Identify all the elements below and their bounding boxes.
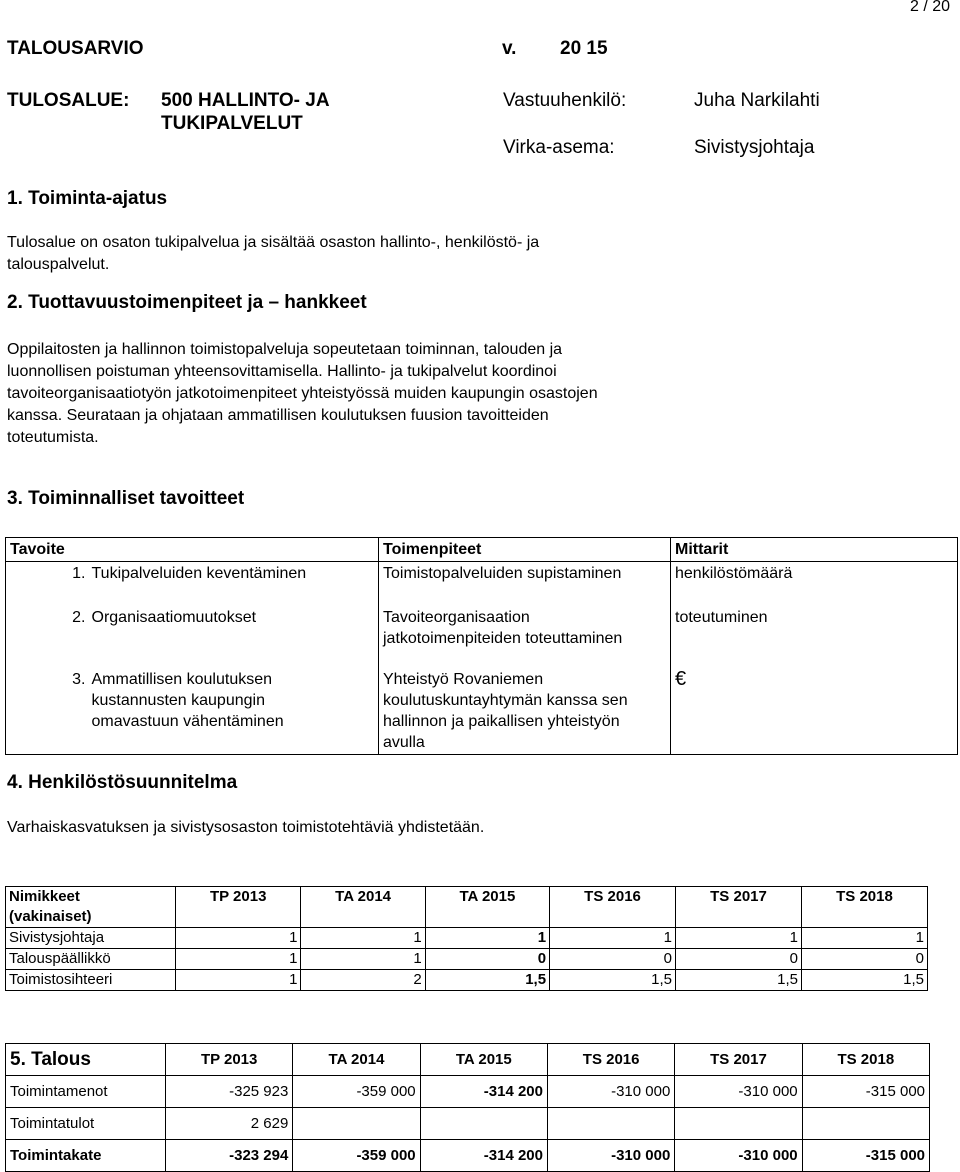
- finance-value-cell: -359 000: [293, 1076, 420, 1108]
- staff-value-cell: 0: [550, 949, 676, 970]
- metric-cell: henkilöstömäärä: [671, 562, 958, 607]
- staff-value-cell: 0: [425, 949, 549, 970]
- finance-value-cell: -315 000: [802, 1076, 929, 1108]
- staff-header-ts2017: TS 2017: [676, 887, 802, 928]
- finance-value-cell: -325 923: [166, 1076, 293, 1108]
- section4-heading: 4. Henkilöstösuunnitelma: [7, 772, 238, 793]
- finance-value-cell: -315 000: [802, 1140, 929, 1172]
- staff-value-cell: 1: [801, 928, 927, 949]
- year-prefix: v.: [502, 38, 517, 59]
- staff-header-ta2014: TA 2014: [301, 887, 425, 928]
- staff-header-line2: (vakinaiset): [9, 908, 92, 925]
- staff-header-line1: Nimikkeet: [9, 888, 80, 905]
- action-cell: [379, 668, 671, 755]
- action-cell: [379, 562, 671, 607]
- table-row: [6, 668, 958, 755]
- table-row: [6, 1076, 930, 1108]
- goals-table: [5, 537, 958, 755]
- staff-value-cell: 1,5: [801, 970, 927, 991]
- finance-label-cell: Toimintamenot: [6, 1076, 166, 1108]
- finance-header-ts2016: TS 2016: [547, 1044, 674, 1076]
- unit-name-line1: 500 HALLINTO- JA: [161, 90, 330, 111]
- section3-heading: 3. Toiminnalliset tavoitteet: [7, 488, 245, 509]
- finance-value-cell: -359 000: [293, 1140, 420, 1172]
- table-row: [6, 928, 928, 949]
- section2-text-line3: tavoiteorganisaatiotyön jatkotoimenpiteet yhteistyössä muiden kaupungin osastojen: [7, 385, 598, 402]
- finance-value-cell: [802, 1108, 929, 1140]
- goals-header-metric: Mittarit: [671, 538, 958, 562]
- responsible-value: Juha Narkilahti: [694, 90, 820, 111]
- section1-text-line2: talouspalvelut.: [7, 256, 110, 273]
- staff-value-cell: 2: [301, 970, 425, 991]
- section2-text-line1: Oppilaitosten ja hallinnon toimistopalveluja sopeutetaan toiminnan, talouden ja: [7, 341, 563, 358]
- staff-table: [5, 886, 928, 991]
- metric-cell: €: [671, 668, 958, 755]
- finance-header-ts2017: TS 2017: [675, 1044, 802, 1076]
- staff-value-cell: 1: [176, 970, 301, 991]
- finance-value-cell: -310 000: [547, 1140, 674, 1172]
- staff-value-cell: 0: [801, 949, 927, 970]
- goal-text: Organisaatiomuutokset: [91, 609, 257, 626]
- goals-header-row: [6, 538, 958, 562]
- staff-title-cell: Talouspäällikkö: [6, 949, 176, 970]
- staff-value-cell: 1: [301, 928, 425, 949]
- staff-header-ts2016: TS 2016: [550, 887, 676, 928]
- finance-value-cell: [293, 1108, 420, 1140]
- goal-text: Tukipalveluiden keventäminen: [91, 565, 307, 582]
- staff-value-cell: 1: [301, 949, 425, 970]
- section2-heading: 2. Tuottavuustoimenpiteet ja – hankkeet: [7, 292, 367, 313]
- finance-value-cell: -310 000: [675, 1076, 802, 1108]
- goal-number: 1.: [6, 562, 88, 607]
- metric-cell: toteutuminen: [671, 606, 958, 668]
- goal-text: Ammatillisen koulutuksen: [91, 671, 273, 688]
- position-label: Virka-asema:: [503, 137, 615, 158]
- table-row: [6, 562, 958, 607]
- table-row: [6, 606, 958, 668]
- section2-text-line4: kanssa. Seurataan ja ohjataan ammatillisen koulutuksen fuusion tavoitteiden: [7, 407, 549, 424]
- goal-cell: [88, 668, 379, 755]
- responsible-label: Vastuuhenkilö:: [503, 90, 627, 111]
- finance-header-ta2015: TA 2015: [420, 1044, 547, 1076]
- staff-header-ta2015: TA 2015: [425, 887, 549, 928]
- finance-value-cell: [547, 1108, 674, 1140]
- budget-title: TALOUSARVIO: [7, 38, 144, 59]
- finance-header-ta2014: TA 2014: [293, 1044, 420, 1076]
- section2-text-line2: luonnollisen poistuman yhteensovittamisella. Hallinto- ja tukipalvelut koordinoi: [7, 363, 557, 380]
- table-row: [6, 949, 928, 970]
- finance-table: [5, 1043, 930, 1172]
- staff-header-ts2018: TS 2018: [801, 887, 927, 928]
- staff-value-cell: 1: [176, 949, 301, 970]
- goal-text: kustannusten kaupungin: [91, 692, 265, 709]
- action-text: Tavoiteorganisaation: [383, 609, 530, 626]
- table-row: [6, 970, 928, 991]
- page-number: 2 / 20: [909, 0, 950, 15]
- staff-value-cell: 1,5: [425, 970, 549, 991]
- goal-number: 2.: [6, 606, 88, 668]
- staff-value-cell: 1,5: [676, 970, 802, 991]
- staff-value-cell: 1: [550, 928, 676, 949]
- staff-value-cell: 1: [176, 928, 301, 949]
- goal-number: 3.: [6, 668, 88, 755]
- goal-cell: [88, 606, 379, 668]
- table-row: [6, 1140, 930, 1172]
- section5-heading: 5. Talous: [6, 1044, 166, 1076]
- finance-value-cell: [675, 1108, 802, 1140]
- section4-text: Varhaiskasvatuksen ja sivistysosaston toimistotehtäviä yhdistetään.: [7, 819, 485, 836]
- goal-cell: [88, 562, 379, 607]
- action-text: avulla: [383, 734, 425, 751]
- finance-value-cell: [420, 1108, 547, 1140]
- goals-header-goal: Tavoite: [6, 538, 379, 562]
- finance-label-cell: Toimintatulot: [6, 1108, 166, 1140]
- finance-value-cell: -314 200: [420, 1076, 547, 1108]
- action-text: Toimistopalveluiden supistaminen: [383, 565, 622, 582]
- action-text: jatkotoimenpiteiden toteuttaminen: [383, 630, 623, 647]
- action-text: koulutuskuntayhtymän kanssa sen: [383, 692, 628, 709]
- section1-text-line1: Tulosalue on osaton tukipalvelua ja sisältää osaston hallinto-, henkilöstö- ja: [7, 234, 540, 251]
- staff-header-row: [6, 887, 928, 928]
- staff-title-cell: Toimistosihteeri: [6, 970, 176, 991]
- staff-value-cell: 0: [676, 949, 802, 970]
- finance-value-cell: -323 294: [166, 1140, 293, 1172]
- finance-header-row: [6, 1044, 930, 1076]
- staff-header-title: [6, 887, 176, 928]
- unit-label: TULOSALUE:: [7, 90, 130, 111]
- staff-value-cell: 1,5: [550, 970, 676, 991]
- finance-value-cell: 2 629: [166, 1108, 293, 1140]
- finance-header-tp2013: TP 2013: [166, 1044, 293, 1076]
- section2-text-line5: toteutumista.: [7, 429, 99, 446]
- goal-text: omavastuun vähentäminen: [91, 713, 284, 730]
- goals-header-action: Toimenpiteet: [379, 538, 671, 562]
- finance-value-cell: -314 200: [420, 1140, 547, 1172]
- staff-title-cell: Sivistysjohtaja: [6, 928, 176, 949]
- finance-value-cell: -310 000: [547, 1076, 674, 1108]
- staff-value-cell: 1: [676, 928, 802, 949]
- finance-label-cell: Toimintakate: [6, 1140, 166, 1172]
- unit-name-line2: TUKIPALVELUT: [161, 113, 303, 134]
- staff-value-cell: 1: [425, 928, 549, 949]
- table-row: [6, 1108, 930, 1140]
- action-cell: [379, 606, 671, 668]
- budget-year: 20 15: [560, 38, 608, 59]
- section1-heading: 1. Toiminta-ajatus: [7, 188, 168, 209]
- action-text: hallinnon ja paikallisen yhteistyön: [383, 713, 620, 730]
- finance-value-cell: -310 000: [675, 1140, 802, 1172]
- finance-header-ts2018: TS 2018: [802, 1044, 929, 1076]
- position-value: Sivistysjohtaja: [694, 137, 815, 158]
- staff-header-tp2013: TP 2013: [176, 887, 301, 928]
- action-text: Yhteistyö Rovaniemen: [383, 671, 544, 688]
